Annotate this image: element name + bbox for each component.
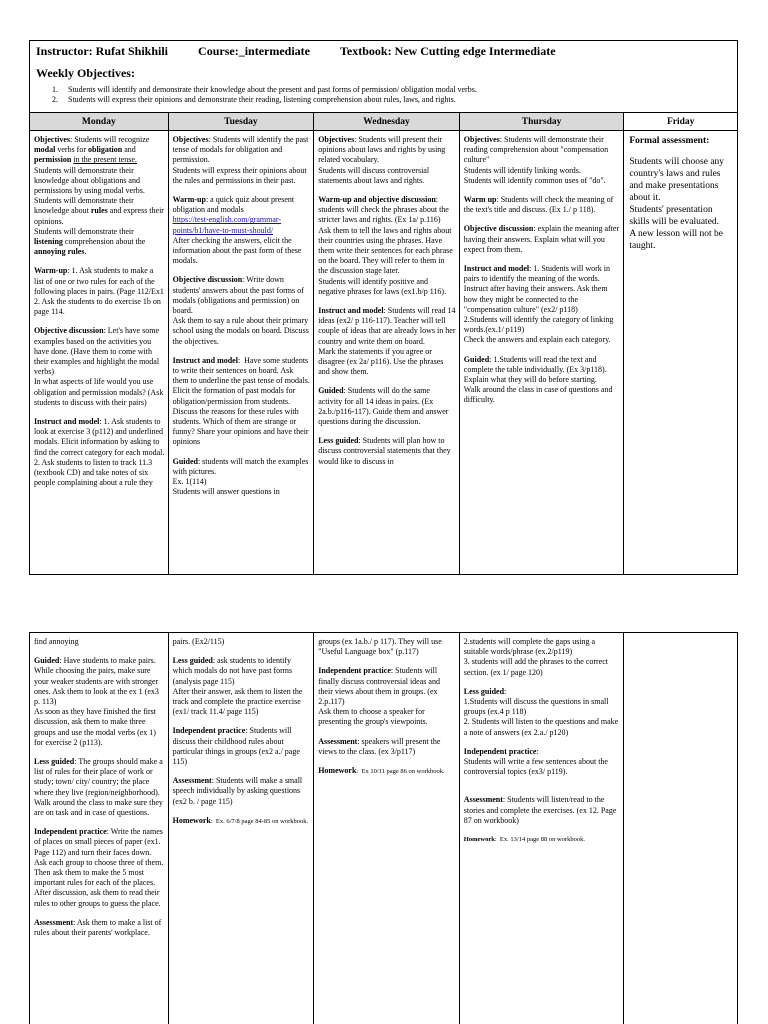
friday-line: Students' presentation skills will be evaluated. <box>629 205 720 227</box>
friday-line: A new lesson will not be taught. <box>629 229 724 251</box>
wednesday-cell-continued: groups (ex 1a.b./ p 117). They will use "Useful Language box" (p.117) Independent practice: Students will finally discuss controversial ideas and their views about them in groups. (ex 2.p.117) Ask them to choose a speaker for presenting the group's viewpoints. Assessment: speakers will present the views to the class. (ex 3/p117) Homework: Ex 10/11 page 86 on workbook. <box>314 633 459 776</box>
grammar-quiz-link[interactable]: https://test-english.com/grammar-points/b1/have-to-must-should/ <box>172 215 282 235</box>
schedule-table-continued <box>30 633 737 1024</box>
tuesday-column <box>169 112 315 574</box>
monday-column-continued <box>30 633 169 1024</box>
thursday-cell-continued: 2.students will complete the gaps using a suitable words/phrase (ex.2/p119) 3. students will add the phrases to the correct section. (ex 1/ page 120) Less guided: 1.Students will discuss the questions in small groups (ex.4 p 118) 2. Students will listen to the questions and make a note of answers (ex 2.a./ p120) Independent practice: Students will write a few sentences about the controversial topics (ex3/ p119). Assessment: Students will listen/read to the stories and complete the exercises. (ex 12. Page 87 on workbook) Homework: Ex. 13/14 page 88 on workbook. <box>460 633 624 844</box>
tuesday-homework: Homework: Ex. 6/7/8 page 84-85 on workbook. <box>172 815 309 825</box>
day-header-monday: Monday <box>30 112 168 131</box>
header-line <box>36 44 556 59</box>
monday-column <box>30 112 169 574</box>
wednesday-homework: Homework: Ex 10/11 page 86 on workbook. <box>318 766 445 776</box>
schedule-table <box>30 112 737 574</box>
thursday-cell: Objectives: Students will demonstrate their reading comprehension about "compensation culture" Students will identify linking words. Students will identify common uses of "do". Warm up: Students will check the meaning of the text's title and discuss. (Ex 1./ p 118). Objective discussion: explain the meaning after having their answers. Explain what will you expect from them. Instruct and model: 1. Students will work in pairs to identify the meaning of the words. Instruct after having their answers. Ask them how they might be connected to the "compensation culture" (ex2/ p118) 2.Students will identify the category of linking words.(ex.1/ p119) Check the answers and explain each category. Guided: 1.Students will read the text and complete the table individually. (Ex 3/p118). Explain what they will do before starting. Walk around the class in case of questions and difficulty. <box>463 135 620 405</box>
monday-text: find annoying <box>34 637 79 646</box>
friday-cell <box>624 131 737 252</box>
lesson-plan-page-2 <box>29 632 738 1024</box>
weekly-objective-item: 2. Students will express their opinions and demonstrate their reading, listening comprehension about rules, laws, and rights. <box>52 95 456 104</box>
thursday-column <box>460 112 625 574</box>
day-header-thursday: Thursday <box>460 112 624 131</box>
wednesday-column-continued <box>314 633 460 1024</box>
wednesday-cell: Objectives: Students will present their opinions about laws and rights by using related vocabulary. Students will discuss controversial statements about laws and rights. Warm-up and objective discussion: students will check the phrases about the stricter laws and rights. (Ex 1a/ p.116) Ask them to tell the laws and rights about their countries using the phrases. Have them write their sentences for each phrase on the board. They will refer to them in the discussion stage later. Students will identify positive and negative phrases for laws (ex1.b/p 116). Instruct and model: Students will read 14 ideas (ex2/ p 116-117). Teacher will tell couple of ideas that are already lows in her country and write them on board. Mark the statements if you agree or disagree (ex 2a/ p116). Use the phrases and show them. Guided: Students will do the same activity for all 14 ideas in pairs. (Ex 2a.b./p116-117). Guide them and answer questions during the discussion. Less guided: Students will plan how to discuss controversial statements that they would like to discuss in <box>318 135 456 466</box>
day-header-tuesday: Tuesday <box>169 112 314 131</box>
friday-column-continued <box>624 633 737 1024</box>
monday-cell-continued: find annoying Guided: Have students to make pairs. While choosing the pairs, make sure your weaker students are with stronger ones. Ask them to look at the ex 1 (ex3 p. 113) As soon as they have finished the first discussion, ask them to make three groups and use the modal verbs (ex 1) for exercise 2 (p113). Less guided: The groups should make a list of rules for their place of work or study; town/ city/ country; the place where they live (region/neighborhood). Walk around the class to make sure they are on task and in case of questions. Independent practice: Write the names of places on small pieces of paper (ex1. Page 112) and turn their faces down. Ask each group to choose three of them. Then ask them to make the 5 most important rules for each of the places. After discussion, ask them to read their rules to other groups to guess the place. Assessment: Ask them to make a list of rules about their parents' workplace. <box>34 637 164 938</box>
lesson-plan-page-1 <box>29 40 738 575</box>
wednesday-column <box>314 112 460 574</box>
day-header-wednesday: Wednesday <box>314 112 459 131</box>
wednesday-text: groups (ex 1a.b./ p 117). They will use "Useful Language box" (p.117) <box>318 637 442 657</box>
instructor-label: Instructor: Rufat Shikhili <box>36 44 169 58</box>
friday-title: Formal assessment: <box>629 136 710 146</box>
weekly-objectives-title: Weekly Objectives: <box>36 66 135 80</box>
tuesday-text: pairs. (Ex2/115) <box>172 637 225 646</box>
weekly-objective-item: 1. Students will identify and demonstrate their knowledge about the present and past forms of permission/ obligation modal verbs. <box>52 85 477 94</box>
friday-line: Students will choose any country's laws and rules and make presentations about it. <box>629 157 725 203</box>
thursday-column-continued <box>460 633 625 1024</box>
friday-column <box>624 112 737 574</box>
course-label: Course:_intermediate <box>198 44 310 58</box>
thursday-homework: Homework: Ex. 13/14 page 88 on workbook. <box>463 836 585 844</box>
tuesday-cell: Objectives: Students will identify the past tense of modals for obligation and permission. Students will express their opinions about the rules and permissions in their past. Warm-up: a quick quiz about present obligation and modals https://test-english.com/grammar-points/b1/have-to-must-should/ After checking the answers, elicit the information about the past form of these modals. Objective discussion: Write down students' answers about the past forms of modals (obligations and permission) on board. Ask them to say a rule about their primary school using the modals on board. Discuss the objectives. Instruct and model: Have some students to write their sentences on board. Ask them to underline the past tense of modals. Elicit the formation of past modals for obligation/permission from students. Discuss the reasons for these rules with students. Which of them are strange or funny? Share your opinions and have their opinions Guided: students will match the examples with pictures. Ex. 1(114) Students will answer questions in <box>172 135 310 497</box>
day-header-friday: Friday <box>624 112 737 131</box>
tuesday-column-continued <box>169 633 315 1024</box>
weekly-objectives-list <box>52 85 477 105</box>
monday-cell: Objectives: Students will recognize modal verbs for obligation and permission in the present tense. Students will demonstrate their knowledge about obligations and permissions by using modal verbs. Students will demonstrate their knowledge about rules and express their opinions. Students will demonstrate their listening comprehension about the annoying rules. Warm-up: 1. Ask students to make a list of one or two rules for each of the following places in pairs. (Page 112/Ex1 2. Ask the students to do exercise 1b on page 114. Objective discussion: Let's have some examples based on the activities you have done. (Have them to come with their examples and highlight the modal verbs) In what aspects of life would you use obligation and permission modals? (Ask students to discuss with their pairs) Instruct and model: 1. Ask students to look at exercise 3 (p112) and underlined modals. Elicit information by asking to find the correct category for each modal. 2. Ask students to listen to track 11.3 (textbook CD) and take notes of six people complaining about a rule they <box>34 135 165 488</box>
textbook-label: Textbook: New Cutting edge Intermediate <box>340 44 556 58</box>
tuesday-cell-continued: pairs. (Ex2/115) Less guided: ask students to identify which modals do not have past forms (analysis page 115) After their answer, ask them to listen the track and complete the practice exercise (ex1/ track 11.4/ page 115) Independent practice: Students will discuss their childhood rules about particular things in groups (ex2 a./ page 115) Assessment: Students will make a small speech individually by asking questions (ex2 b. / page 115) Homework: Ex. 6/7/8 page 84-85 on workbook. <box>169 633 314 826</box>
